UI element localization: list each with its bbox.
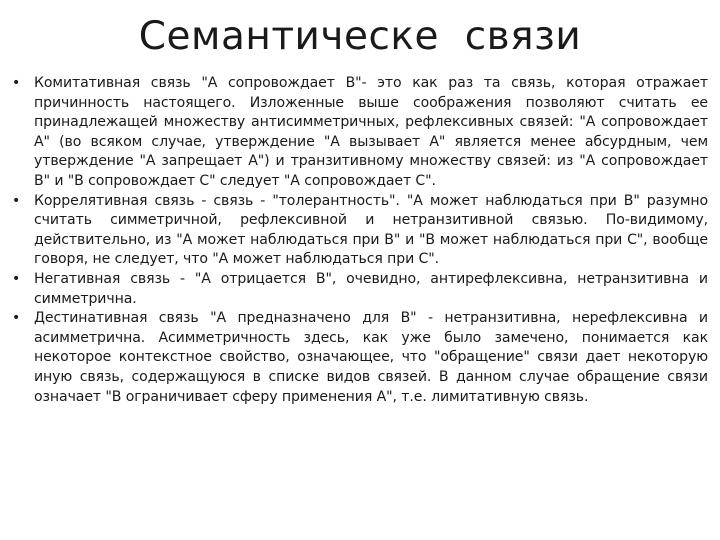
bullet-text: Негативная связь - "А отрицается В", очевидно, антирефлексивна, нетранзитивна и симметрична.: [34, 270, 708, 307]
bullet-item-negative: [12, 270, 708, 309]
bullet-text: Коррелятивная связь - связь - "толерантность". "А может наблюдаться при В" разумно считать симметричной, рефлексивной и нетранзитивной связью. По-видимому, действительно, из "А может наблюдаться при В" и "В может наблюдаться при С", вообще говоря, не следует, что "А может наблюдаться при С".: [34, 192, 708, 268]
bullet-text: Комитативная связь "А сопровождает В"- это как раз та связь, которая отражает причинность настоящего. Изложенные выше соображения позволяют считать ее принадлежащей множеству антисимметричных, рефлексивных связей: "А сопровождает А" (во всяком случае, утверждение "А вызывает А" является менее абсурдным, чем утверждение "А запрещает А") и транзитивному множеству связей: из "А сопровождает В" и "В сопровождает С" следует "А сопровождает С".: [34, 75, 708, 189]
slide-title: Семантическе связи: [138, 14, 582, 59]
bullet-item-correlative: [12, 192, 708, 270]
bullet-dot-icon: •: [12, 75, 21, 91]
bullet-text: Дестинативная связь "А предназначено для В" - нетранзитивна, нерефлексивна и асимметрична. Асимметричность здесь, как уже было замечено, понимается как некоторое контекстное свойство, означающее, что "обращение" связи дает некоторую иную связь, содержащуюся в списке видов связей. В данном случае обращение связи означает "В ограничивает сферу применения А", т.е. лимитативную связь.: [34, 310, 708, 405]
bullet-list: [12, 74, 708, 407]
bullet-dot-icon: •: [12, 192, 21, 209]
bullet-item-comitative: [12, 74, 708, 192]
bullet-dot-icon: •: [12, 310, 21, 327]
bullet-dot-icon: •: [12, 270, 21, 287]
bullet-item-destinative: [12, 309, 708, 407]
